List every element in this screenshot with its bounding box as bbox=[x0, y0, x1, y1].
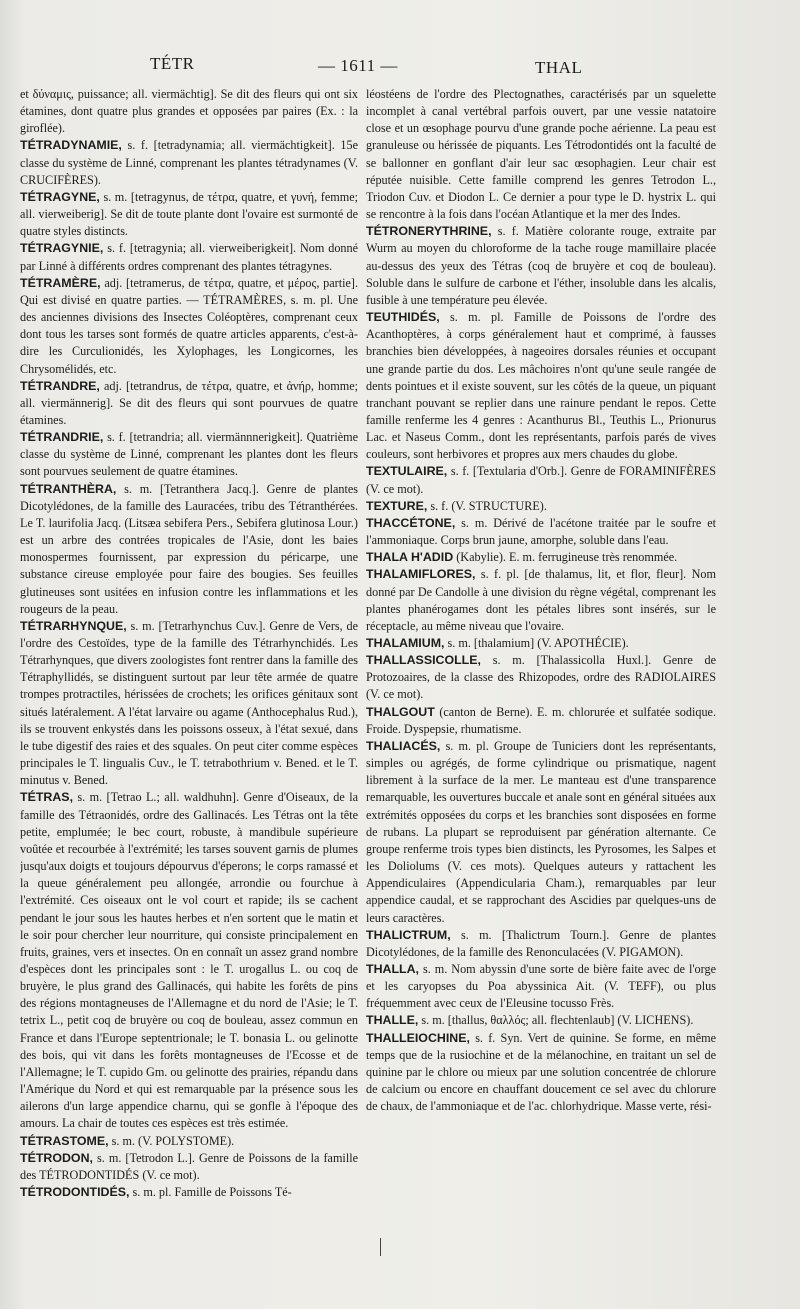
entry-definition: s. m. [tetragynus, de τέτρα, quatre, et γυνή, femme; all. vierweiberig]. Se dit de toute plante dont l'ovaire est surmonté de quatre styles distincts. bbox=[20, 189, 358, 239]
dictionary-entry bbox=[20, 789, 358, 1132]
dictionary-entry bbox=[20, 429, 358, 480]
dictionary-entry bbox=[20, 137, 358, 188]
dictionary-entry bbox=[366, 1012, 716, 1029]
entry-headword: THALAMIFLORES, bbox=[366, 567, 476, 582]
entry-headword: THALICTRUM, bbox=[366, 927, 451, 942]
entry-definition: (canton de Berne). E. m. chlorurée et sulfatée sodique. Froide. Dyspepsie, rhumatisme. bbox=[366, 704, 716, 736]
entry-headword: TÉTRARHYNQUE, bbox=[20, 618, 127, 633]
entry-headword: THACCÉTONE, bbox=[366, 515, 456, 530]
dictionary-entry bbox=[20, 378, 358, 429]
page-number: — 1611 — bbox=[318, 56, 398, 75]
dictionary-entry bbox=[20, 481, 358, 618]
entry-headword: THALLASSICOLLE, bbox=[366, 653, 481, 668]
column-divider bbox=[380, 1238, 381, 1256]
entry-headword: THALLEIOCHINE, bbox=[366, 1030, 470, 1045]
entry-headword: TÉTRAS, bbox=[20, 790, 74, 805]
dictionary-entry bbox=[366, 566, 716, 635]
entry-headword: TEUTHIDÉS, bbox=[366, 310, 440, 325]
dictionary-entry bbox=[20, 1133, 358, 1150]
dictionary-entry bbox=[366, 498, 716, 515]
dictionary-entry bbox=[366, 1030, 716, 1116]
entry-headword: TEXTULAIRE, bbox=[366, 464, 448, 479]
entry-headword: TÉTRANDRE, bbox=[20, 378, 100, 393]
dictionary-entry bbox=[366, 549, 716, 566]
entry-definition: s. m. (V. POLYSTOME). bbox=[111, 1133, 235, 1148]
entry-headword: TÉTRAMÈRE, bbox=[20, 275, 101, 290]
dictionary-entry bbox=[366, 652, 716, 703]
dictionary-entry bbox=[366, 223, 716, 309]
entry-headword: TÉTRADYNAMIE, bbox=[20, 138, 122, 153]
running-header bbox=[0, 48, 800, 82]
entry-headword: TÉTRONERYTHRINE, bbox=[366, 224, 492, 239]
entry-definition: s. f. [tetrandria; all. viermännnerigkeit]. Quatrième classe du système de Linné, comprenant les plantes dont les fleurs sont pourvues seulement de quatre étamines. bbox=[20, 430, 358, 479]
entry-definition: s. m. Dérivé de l'acétone traitée par le soufre et l'ammoniaque. Corps brun jaune, amorphe, soluble dans l'eau. bbox=[366, 515, 716, 548]
entry-definition: s. m. Nom abyssin d'une sorte de bière faite avec de l'orge et les caryopses du Poa abyssinica Ait. (V. TEFF), ou plus fréquemment avec ceux de l'Eleusine tocusso Frès. bbox=[366, 961, 716, 1011]
dictionary-entry bbox=[20, 1184, 358, 1201]
entry-headword: THALLA, bbox=[366, 961, 419, 976]
entry-headword: TEXTURE, bbox=[366, 498, 428, 513]
entry-headword: THALA H'ADID bbox=[366, 550, 454, 565]
dictionary-entry bbox=[20, 618, 358, 790]
dictionary-entry bbox=[20, 1150, 358, 1184]
entry-definition: s. f. [tetragynia; all. vierweiberigkeit]. Nom donné par Linné à différents ordres comprenant des plantes tétragynes. bbox=[20, 241, 358, 273]
entry-definition: adj. [tetramerus, de τέτρα, quatre, et μέρος, partie]. Qui est divisé en quatre parties. — TÉTRAMÈRES, s. m. pl. Une des anciennes divisions des Insectes Coléoptères, comprenant ceux dont tous les tarses sont formés de quatre articles apparents, c'est-à-dire les Curculionidés, les Xylophages, les Longicornes, les Chrysomélidés, etc. bbox=[20, 275, 358, 376]
entry-definition: s. f. pl. [de thalamus, lit, et flor, fleur]. Nom donné par De Candolle à une division du règne végétal, comprenant les plantes phanérogames dont les pétales libres sont insérés, sur le réceptacle, au même niveau que l'ovaire. bbox=[366, 567, 716, 633]
entry-definition: s. m. [Thalictrum Tourn.]. Genre de plantes Dicotylédones, de la famille des Renonculacées (V. PIGAMON). bbox=[366, 927, 716, 959]
entry-headword: TÉTRAGYNE, bbox=[20, 189, 100, 204]
entry-definition: s. m. [Tetrodon L.]. Genre de Poissons de la famille des TÉTRODONTIDÉS (V. ce mot). bbox=[20, 1150, 358, 1182]
dictionary-entry bbox=[20, 189, 358, 240]
entry-definition: s. f. Matière colorante rouge, extraite par Wurm au moyen du chloroforme de la tache rouge mamillaire placée au-dessus des yeux des Tétras (coq de bruyère et coq de bouleau). Soluble dans le sulfure de carbone et l'éther, insoluble dans les alcalis, fusible à une température peu élevée. bbox=[366, 224, 716, 307]
entry-headword: THALGOUT bbox=[366, 704, 435, 719]
entry-headword: THALLE, bbox=[366, 1013, 419, 1028]
dictionary-entry bbox=[20, 240, 358, 274]
entry-definition: (Kabylie). E. m. ferrugineuse très renommée. bbox=[456, 550, 678, 565]
dictionary-entry bbox=[20, 275, 358, 378]
left-column bbox=[20, 86, 358, 1301]
entry-definition: s. m. [thallus, θαλλός; all. flechtenlaub] (V. LICHENS). bbox=[421, 1013, 694, 1028]
header-left-guide-word: TÉTR bbox=[150, 54, 195, 73]
entry-headword: TÉTRAGYNIE, bbox=[20, 241, 104, 256]
entry-definition: s. f. [Textularia d'Orb.]. Genre de FORAMINIFÈRES (V. ce mot). bbox=[366, 464, 716, 496]
dictionary-entry bbox=[366, 927, 716, 961]
entry-headword: TÉTRASTOME, bbox=[20, 1133, 109, 1148]
entry-headword: TÉTRANTHÈRA, bbox=[20, 481, 117, 496]
entry-definition: s. m. [Tetrao L.; all. waldhuhn]. Genre d'Oiseaux, de la famille des Tétraonidés, ordre des Gallinacés. Les Tétras ont la tête petite, emplumée; le bec court, robuste, à mandibule supérieure voûtée et recourbée à l'extrémité; les tarses souvent garnis de plumes jusqu'aux doigts et toujours dépourvus d'éperons; le corps ramassé et la queue généralement peu allongée, arrondie ou fourchue à l'extrémité. Ces oiseaux ont le vol court et rapide; ils se cachent pendant le jour sous les hautes herbes et n'en sortent que le matin et le soir pour chercher leur nourriture, qui consiste principalement en fruits, graines, vers et insectes. On en connaît un assez grand nombre d'espèces dont les principales sont : le T. urogallus L. ou coq de bruyère, le plus grand des Gallinacés, qui habite les forêts de pins des régions montagneuses de l'Allemagne et du nord de l'Asie; le T. tetrix L., petit coq de bruyère ou coq de bouleau, assez commun en France et dans l'Europe septentrionale; le T. bonasia L. ou gelinotte des bois, qui vit dans les forêts montagneuses de l'Ecosse et de l'Allemagne; le T. cupido Gm. ou gelinotte des prairies, répandu dans l'Amérique du Nord et qui est remarquable par la présence sous les ailerons d'un large appendice charnu, qui se gonfle à l'époque des amours. La chair de toutes ces espèces est très estimée. bbox=[20, 790, 358, 1131]
dictionary-entry bbox=[366, 635, 716, 652]
entry-definition: s. m. [thalamium] (V. APOTHÉCIE). bbox=[447, 636, 629, 650]
entry-headword: THALAMIUM, bbox=[366, 636, 445, 650]
left-column-continuation: et δύναμις, puissance; all. viermächtig]. Se dit des fleurs qui ont six étamines, dont quatre plus grandes et opposées par paires (Ex. : la giroflée). bbox=[20, 87, 358, 136]
entry-definition: s. m. [Tetrarhynchus Cuv.]. Genre de Vers, de l'ordre des Cestoïdes, type de la famille des Tétrarhynchidés. Les Tétrarhynques, que divers zoologistes font rentrer dans la famille des Tétraphyllidés, se distinguent surtout par leur tête armée de quatre trompes protractiles, hérissées de crochets; les orifices génitaux sont situés latéralement. A l'état larvaire ou agame (Anthocephalus Rud.), ils se trouvent enkystés dans les poissons osseux, à l'état sexué, dans le tube digestif des raies et des squales. On peut citer comme espèces principales le T. lingualis Cuv., le T. tetrabothrium v. Bened. et le T. minutus v. Bened. bbox=[20, 618, 358, 788]
entry-definition: s. f. (V. STRUCTURE). bbox=[430, 498, 547, 513]
entry-definition: s. f. [tetradynamia; all. viermächtigkeit]. 15e classe du système de Linné, comprenant les plantes tétradynames (V. CRUCIFÈRES). bbox=[20, 138, 358, 187]
dictionary-entry bbox=[366, 704, 716, 738]
entry-definition: s. m. [Thalassicolla Huxl.]. Genre de Protozoaires, de la classe des Rhizopodes, ordre des RADIOLAIRES (V. ce mot). bbox=[366, 653, 716, 702]
entry-definition: s. m. [Tetranthera Jacq.]. Genre de plantes Dicotylédones, de la famille des Lauracées, tribu des Tétranthérées. Le T. laurifolia Jacq. (Litsæa sebifera Pers., Sebifera glutinosa Lour.) est un arbre des contrées tropicales de l'Asie, dont les baies monospermes fournissent, par expression du péricarpe, une substance cireuse employée pour faire des bougies. Ses feuilles glutineuses sont usitées en infusion contre les inflammations et les rougeurs de la peau. bbox=[20, 481, 358, 616]
entry-headword: THALIACÉS, bbox=[366, 738, 441, 753]
header-right-guide-word: THAL bbox=[535, 58, 583, 77]
entry-headword: TÉTRODONTIDÉS, bbox=[20, 1185, 130, 1199]
dictionary-entry bbox=[366, 463, 716, 497]
entry-definition: s. m. pl. Famille de Poissons Té- bbox=[132, 1185, 292, 1199]
right-column-continuation: léostéens de l'ordre des Plectognathes, caractérisés par un squelette incomplet à canal vertébral parfois ouvert, par une vessie natatoire close et un œsophage pourvu d'une grande poche aérienne. La peau est granuleuse ou hérissée de piquants. Les Tétrodontidés ont la faculté de se ballonner en gonflant d'air leur sac œsophagien. Leur chair est réputée nuisible. Cette famille comprend les genres Tetrodon L., Triodon Cuv. et Diodon L. Ce dernier a pour type le D. hystrix L. qui se rencontre à la fois dans l'océan Atlantique et la mer des Indes. bbox=[366, 87, 716, 222]
entry-definition: s. m. pl. Groupe de Tuniciers dont les représentants, simples ou agrégés, de forme cylindrique ou prismatique, nagent librement à la surface de la mer. Le manteau est d'une transparence remarquable, les ouvertures buccale et anale sont en général situées aux extrémités opposées du corps et les branchies sont disposées en forme de rubans. La plupart se reproduisent par génération alternante. Ce groupe renferme trois types bien distincts, les Pyrosomes, les Salpes et les Doliolums (V. ces mots). Quelques auteurs y rattachent les Appendiculaires (Appendicularia Cham.), remarquables par leur appendice caudal, et se rapprochant des Ascidies par quelques-uns de leurs caractères. bbox=[366, 738, 716, 925]
dictionary-entry bbox=[366, 961, 716, 1012]
entry-headword: TÉTRANDRIE, bbox=[20, 430, 104, 445]
entry-definition: s. f. Syn. Vert de quinine. Se forme, en même temps que de la rusiochine et de la mélanochine, en traitant un sel de quinine par le chlore ou mieux par une solution concentrée de chlorure de calcium ou encore en chauffant doucement ce sel avec du chlorure de chaux, de l'ammoniaque et de l'ac. chlorhydrique. Masse verte, rési- bbox=[366, 1030, 716, 1114]
entry-headword: TÉTRODON, bbox=[20, 1150, 93, 1165]
right-column bbox=[366, 86, 716, 1301]
dictionary-entry bbox=[366, 309, 716, 463]
entry-definition: adj. [tetrandrus, de τέτρα, quatre, et ἀνήρ, homme; all. viermännerig]. Se dit des fleurs qui sont pourvues de quatre étamines. bbox=[20, 378, 358, 427]
dictionary-entry bbox=[366, 515, 716, 549]
dictionary-entry bbox=[366, 738, 716, 927]
entry-definition: s. m. pl. Famille de Poissons de l'ordre des Acanthoptères, à corps généralement haut et comprimé, à fausses branchies bien développées, à nageoires dorsales réunies et occupant une grande partie du dos. Les mâchoires n'ont qu'une seule rangée de dents pointues et il existe souvent, sur les côtés de la queue, un piquant tranchant pouvant se replier dans une rainure pendant le repos. Cette famille renferme les 4 genres : Acanthurus Bl., Teuthis L., Prionurus Lac. et Naseus Comm., dont les représentants, parfois parés de vives couleurs, sont herbivores et propres aux mers chaudes du globe. bbox=[366, 310, 716, 462]
